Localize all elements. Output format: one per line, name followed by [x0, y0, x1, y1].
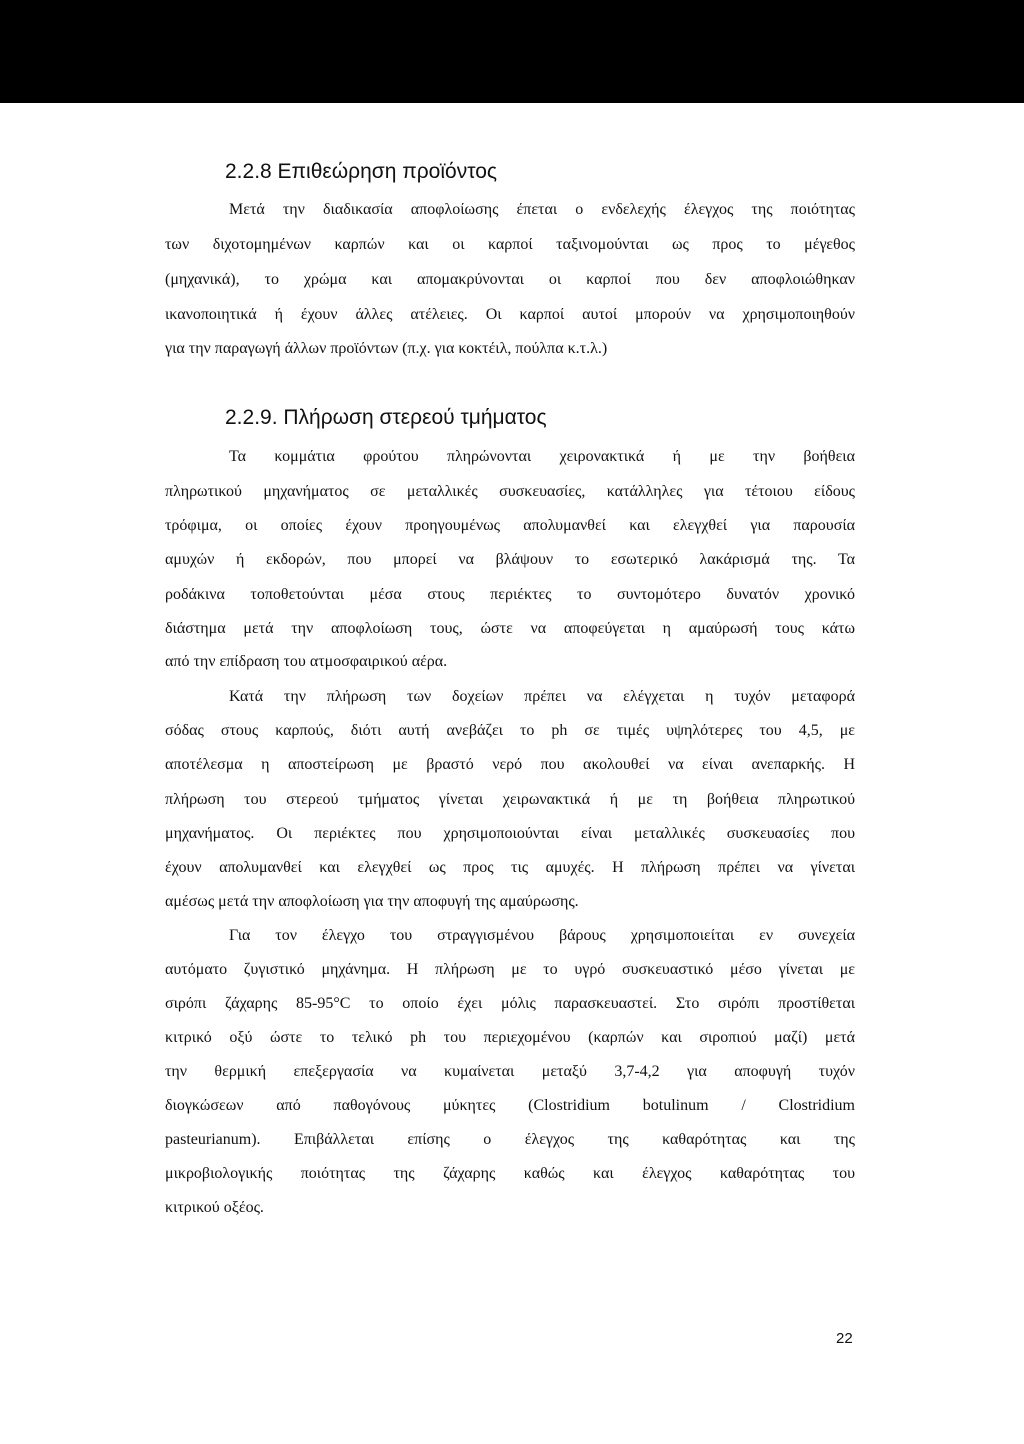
text-line: την θερμική επεξεργασία να κυμαίνεται μεταξύ 3,7-4,2 για αποφυγή τυχόν [165, 1063, 855, 1080]
text-line: Κατά την πλήρωση των δοχείων πρέπει να ελέγχεται η τυχόν μεταφορά [229, 688, 855, 705]
text-line: αμυχών ή εκδορών, που μπορεί να βλάψουν το εσωτερικό λακάρισμά της. Τα [165, 551, 855, 568]
text-line: τρόφιμα, οι οποίες έχουν προηγουμένως απολυμανθεί και ελεγχθεί για παρουσία [165, 517, 855, 534]
text-line: σιρόπι ζάχαρης 85-95°C το οποίο έχει μόλις παρασκευαστεί. Στο σιρόπι προστίθεται [165, 995, 855, 1012]
text-line: Τα κομμάτια φρούτου πληρώνονται χειρονακτικά ή με την βοήθεια [229, 448, 855, 465]
section-heading-2-2-8: 2.2.8 Επιθεώρηση προϊόντος [225, 160, 497, 183]
text-line: πληρωτικού μηχανήματος σε μεταλλικές συσκευασίες, κατάλληλες για τέτοιου είδους [165, 483, 855, 500]
text-line: κιτρικού οξέος. [165, 1199, 264, 1216]
text-line: από την επίδραση του ατμοσφαιρικού αέρα. [165, 653, 448, 670]
text-line: διογκώσεων από παθογόνους μύκητες (Clostridium botulinum / Clostridium [165, 1097, 855, 1114]
text-line: έχουν απολυμανθεί και ελεγχθεί ως προς τις αμυχές. Η πλήρωση πρέπει να γίνεται [165, 859, 855, 876]
text-line: μικροβιολογικής ποιότητας της ζάχαρης καθώς και έλεγχος καθαρότητας του [165, 1165, 855, 1182]
text-line: κιτρικό οξύ ώστε το τελικό ph του περιεχομένου (καρπών και σιροπιού μαζί) μετά [165, 1029, 855, 1046]
text-line: για την παραγωγή άλλων προϊόντων (π.χ. για κοκτέιλ, πούλπα κ.τ.λ.) [165, 340, 608, 357]
text-line: ικανοποιητικά ή έχουν άλλες ατέλειες. Οι καρποί αυτοί μπορούν να χρησιμοποιηθούν [165, 306, 855, 323]
page-number: 22 [836, 1330, 853, 1347]
section-heading-2-2-9: 2.2.9. Πλήρωση στερεού τμήματος [225, 406, 547, 429]
text-line: μηχανήματος. Οι περιέκτες που χρησιμοποιούνται είναι μεταλλικές συσκευασίες που [165, 825, 855, 842]
text-line: πλήρωση του στερεού τμήματος γίνεται χειρωνακτικά ή με τη βοήθεια πληρωτικού [165, 791, 855, 808]
text-line: αμέσως μετά την αποφλοίωση για την αποφυγή της αμαύρωσης. [165, 893, 579, 910]
text-line: Για τον έλεγχο του στραγγισμένου βάρους χρησιμοποιείται εν συνεχεία [229, 927, 855, 944]
text-line: (μηχανικά), το χρώμα και απομακρύνονται οι καρποί που δεν αποφλοιώθηκαν [165, 271, 855, 288]
text-line: αυτόματο ζυγιστικό μηχάνημα. Η πλήρωση με το υγρό συσκευαστικό μέσο γίνεται με [165, 961, 855, 978]
document-page [0, 103, 1024, 1444]
text-line: διάστημα μετά την αποφλοίωση τους, ώστε να αποφεύγεται η αμαύρωσή τους κάτω [165, 620, 855, 637]
text-line: ροδάκινα τοποθετούνται μέσα στους περιέκτες το συντομότερο δυνατόν χρονικό [165, 586, 855, 603]
text-line: αποτέλεσμα η αποστείρωση με βραστό νερό που ακολουθεί να είναι ανεπαρκής. Η [165, 756, 855, 773]
text-line: σόδας στους καρπούς, διότι αυτή ανεβάζει το ph σε τιμές υψηλότερες του 4,5, με [165, 722, 855, 739]
text-line: Μετά την διαδικασία αποφλοίωσης έπεται ο ενδελεχής έλεγχος της ποιότητας [229, 201, 855, 218]
text-line: pasteurianum). Επιβάλλεται επίσης ο έλεγχος της καθαρότητας και της [165, 1131, 855, 1148]
text-line: των διχοτομημένων καρπών και οι καρποί ταξινομούνται ως προς το μέγεθος [165, 236, 855, 253]
